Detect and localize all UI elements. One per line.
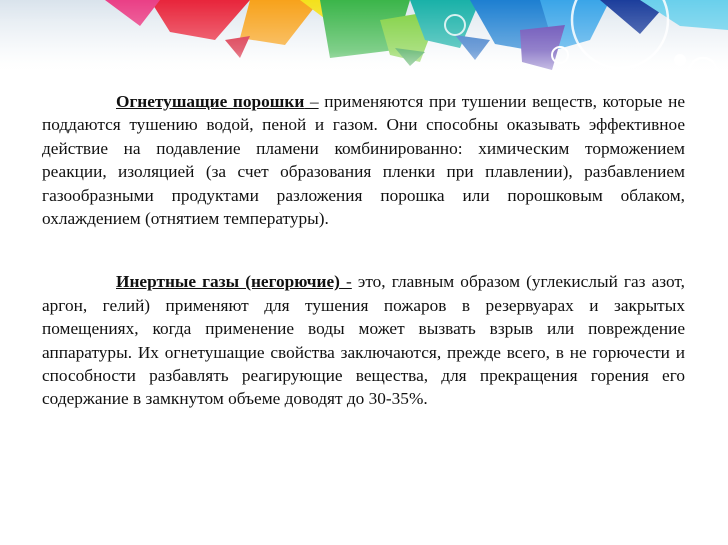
text-content: [42, 90, 685, 411]
paragraph-inert-gases: [42, 270, 685, 410]
banner-fade: [0, 0, 728, 92]
term-dash: –: [304, 92, 319, 111]
term-dash: -: [339, 272, 352, 292]
decorative-banner: [0, 0, 728, 92]
paragraph-powders: [42, 90, 685, 230]
term-powders: Огнетушащие порошки: [116, 92, 305, 111]
term-inert-gases: Инертные газы (негорючие): [116, 272, 340, 292]
paragraph-body: применяются при тушении веществ, которые не поддаются тушению водой, пеной и газом. Они способны оказывать эффективное действие на подавление пламени комбинированно: химическим торможением реакции, изоляцией (за счет образования пленки при плавлении), разбавлением газообразными продуктами разложения порошка или порошковым облаком, охлаждением (отнятием температуры).: [42, 92, 685, 229]
paragraph-body: это, главным образом (углекислый газ азот, аргон, гелий) применяют для тушения пожаров в резервуарах и закрытых помещениях, когда применение воды может вызвать взрыв или повреждение аппаратуры. Их огнетушащие свойства заключаются, прежде всего, в не горючести и способности разбавлять реагирующие вещества, для прекращения горения его содержание в замкнутом объеме доводят до 30-35%.: [42, 272, 686, 409]
